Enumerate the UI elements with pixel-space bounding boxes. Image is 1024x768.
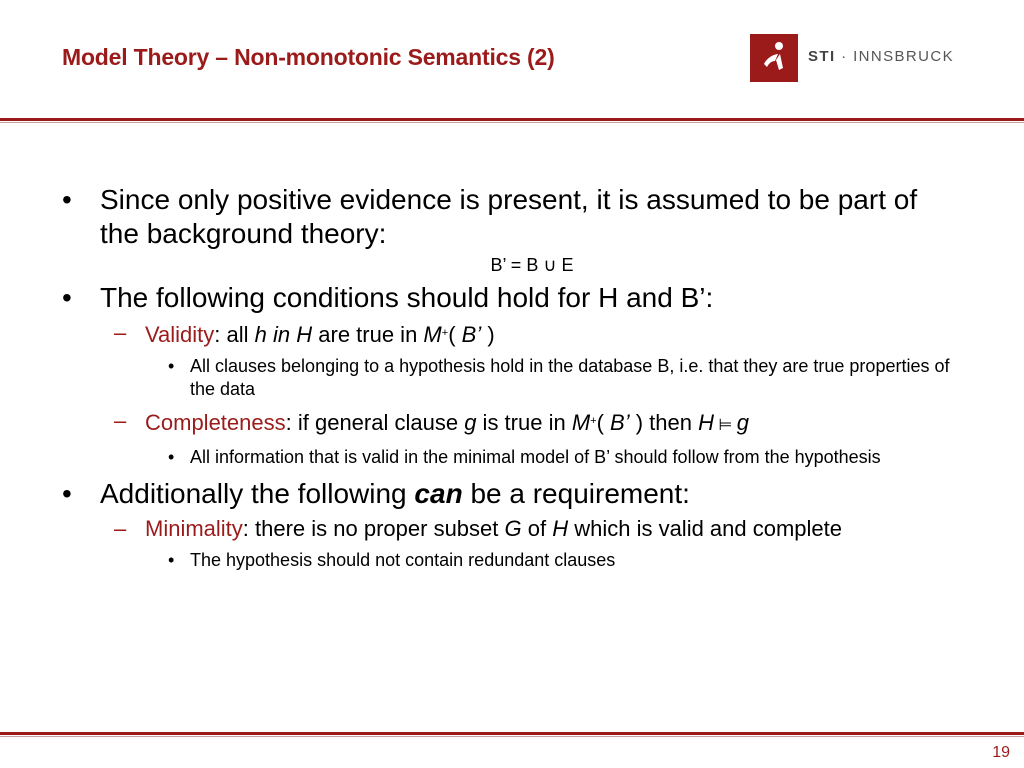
slide-content bbox=[62, 183, 962, 572]
slide-title: Model Theory – Non-monotonic Semantics (2) bbox=[62, 44, 555, 70]
bullet-marker: • bbox=[62, 478, 72, 509]
validity-explanation: • All clauses belonging to a hypothesis hold in the database B, i.e. that they are true properties of the data bbox=[168, 356, 950, 399]
logo-mark-icon bbox=[750, 34, 798, 82]
bullet-marker: • bbox=[168, 356, 175, 376]
minimality-term: Minimality bbox=[145, 516, 243, 541]
footer-divider-thin bbox=[0, 736, 1024, 737]
bullet-positive-evidence: • Since only positive evidence is present, it is assumed to be part of the background theory: bbox=[62, 184, 918, 249]
header-divider-thin bbox=[0, 122, 1024, 123]
bullet-marker: • bbox=[168, 550, 175, 570]
bullet-marker: • bbox=[168, 447, 175, 467]
sti-logo bbox=[750, 34, 955, 82]
completeness-explanation: • All information that is valid in the minimal model of B’ should follow from the hypothesis bbox=[168, 447, 881, 467]
condition-completeness: – Completeness: if general clause g is true in M+( B’ ) then H ⊨ g bbox=[114, 408, 750, 435]
footer-divider bbox=[0, 732, 1024, 735]
logo-text: STI · INNSBRUCK bbox=[808, 48, 955, 65]
condition-minimality: – Minimality: there is no proper subset G of H which is valid and complete bbox=[114, 516, 843, 541]
bullet-conditions: • The following conditions should hold for H and B’: bbox=[62, 282, 714, 313]
dash-marker: – bbox=[114, 516, 127, 541]
condition-validity: – Validity: all h in H are true in M+( B’ ) bbox=[114, 320, 495, 347]
bullet-marker: • bbox=[62, 282, 72, 313]
bullet-additional-requirement: • Additionally the following can be a requirement: bbox=[62, 478, 690, 509]
dash-marker: – bbox=[114, 408, 127, 433]
dash-marker: – bbox=[114, 320, 127, 345]
bullet-marker: • bbox=[62, 184, 72, 215]
validity-term: Validity bbox=[145, 322, 215, 347]
formula-background: B’ = B ∪ E bbox=[490, 255, 574, 275]
page-number: 19 bbox=[992, 744, 1010, 761]
completeness-term: Completeness bbox=[145, 410, 286, 435]
header-divider bbox=[0, 118, 1024, 121]
minimality-explanation: • The hypothesis should not contain redundant clauses bbox=[168, 550, 616, 570]
